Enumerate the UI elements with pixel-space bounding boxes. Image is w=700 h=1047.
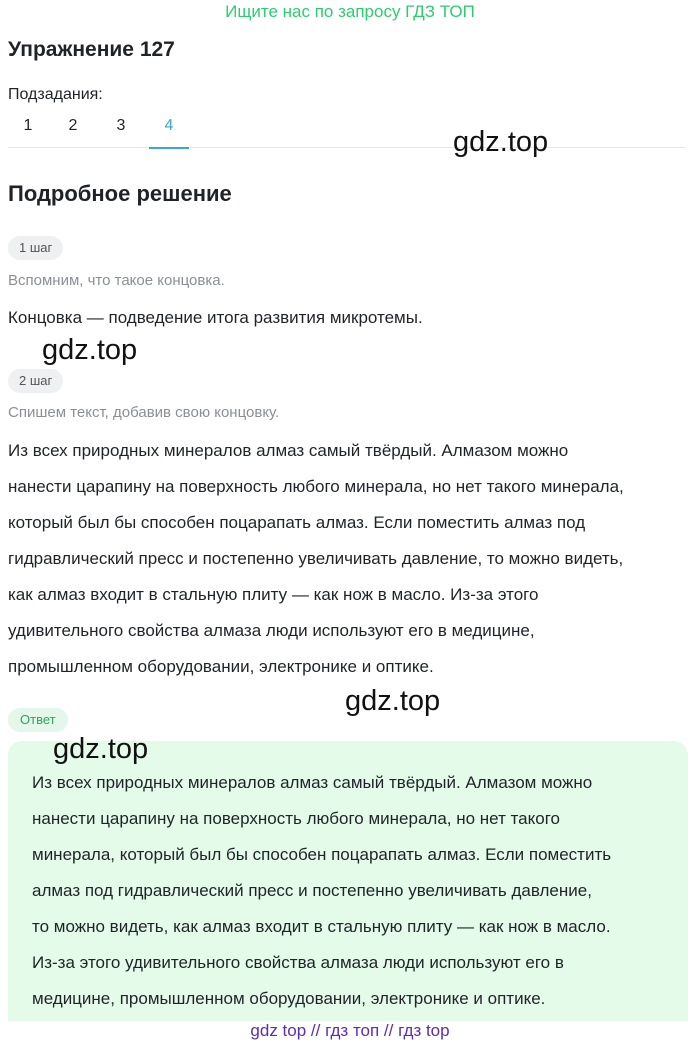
step-2-badge: 2 шаг [8,369,63,393]
watermark: gdz.top [42,334,138,366]
solution-line: нанести царапину на поверхность любого минерала, но нет такого минерала, [8,477,624,496]
promo-banner[interactable]: Ищите нас по запросу ГДЗ ТОП [225,2,475,21]
answer-badge: Ответ [8,708,68,732]
answer-line: нанести царапину на поверхность любого минерала, но нет такого [32,809,560,828]
solution-line: промышленном оборудовании, электронике и оптике. [8,657,434,676]
exercise-title: Упражнение 127 [8,38,175,61]
solution-line: который был бы способен поцарапать алмаз. Если поместить алмаз под [8,513,586,532]
step-2-hint: Спишем текст, добавив свою концовку. [8,404,280,421]
answer-line: Из-за этого удивительного свойства алмаза люди используют его в [32,953,564,972]
watermark: gdz.top [345,685,441,717]
watermark: gdz.top [453,126,549,158]
answer-line: алмаз под гидравлический пресс и постепенно увеличивать давление, [32,881,592,900]
tab-1[interactable]: 1 [23,117,33,134]
answer-line: минерала, который был бы способен поцарапать алмаз. Если поместить [32,845,612,864]
solution-line: Из всех природных минералов алмаз самый твёрдый. Алмазом можно [8,441,569,460]
step-1-hint: Вспомним, что такое концовка. [8,272,225,289]
subtasks-label: Подзадания: [8,86,103,103]
tab-2[interactable]: 2 [68,117,78,134]
answer-text [32,765,682,1017]
step-1-text: Концовка — подведение итога развития микротемы. [8,308,423,327]
answer-line: медицине, промышленном оборудовании, электронике и оптике. [32,989,546,1008]
solution-line: удивительного свойства алмаза люди используют его в медицине, [8,621,535,640]
tab-3[interactable]: 3 [116,117,126,134]
solution-line: как алмаз входит в стальную плиту — как нож в масло. Из-за этого [8,585,539,604]
section-title: Подробное решение [8,181,232,206]
answer-line: то можно видеть, как алмаз входит в стальную плиту — как нож в масло. [32,917,611,936]
footer-links[interactable]: gdz top // гдз топ // гдз top [250,1021,450,1040]
tab-4[interactable]: 4 [149,114,189,148]
watermark: gdz.top [53,733,149,765]
solution-line: гидравлический пресс и постепенно увеличивать давление, то можно видеть, [8,549,624,568]
subtask-tabs [8,114,686,148]
solution-text [8,433,688,685]
answer-line: Из всех природных минералов алмаз самый твёрдый. Алмазом можно [32,773,593,792]
step-1-badge: 1 шаг [8,236,63,260]
